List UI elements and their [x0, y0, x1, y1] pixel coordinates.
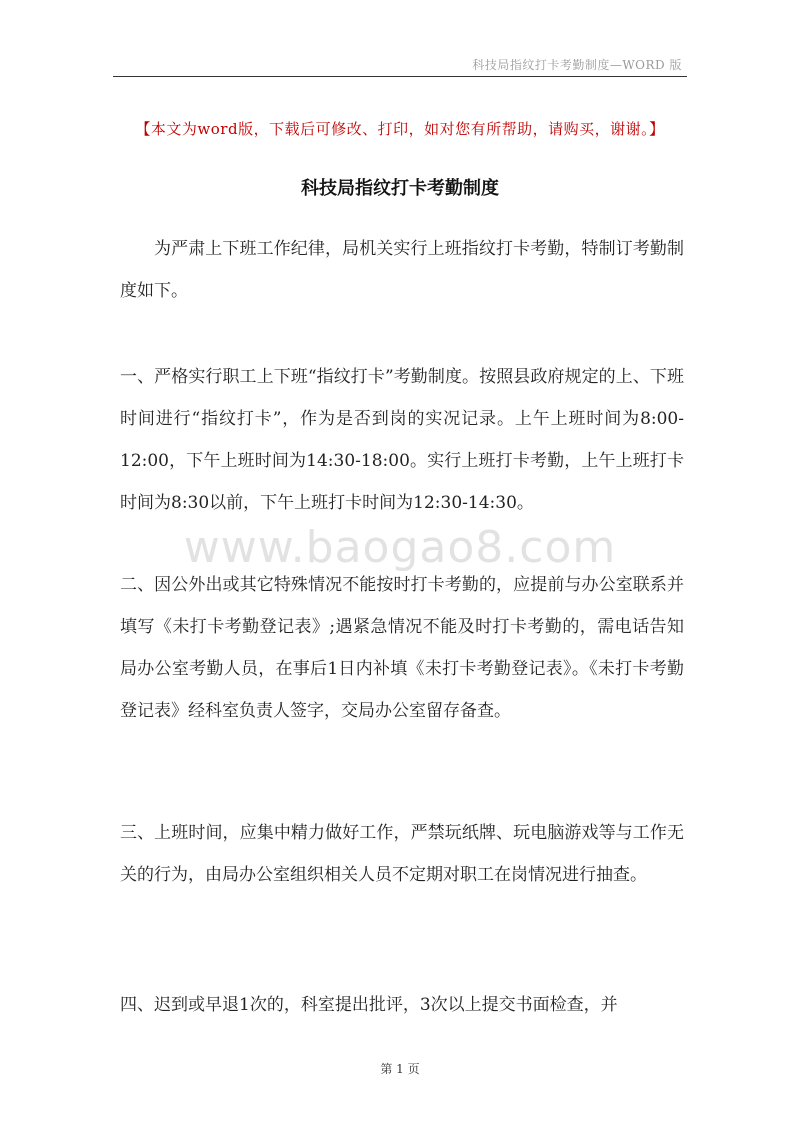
intro-paragraph: 为严肃上下班工作纪律，局机关实行上班指纹打卡考勤，特制订考勤制度如下。	[120, 239, 684, 301]
paragraph-3: 三、上班时间，应集中精力做好工作，严禁玩纸牌、玩电脑游戏等与工作无关的行为，由局办公室组织相关人员不定期对职工在岗情况进行抽查。	[120, 823, 684, 885]
paragraph-4: 四、迟到或早退1次的，科室提出批评，3次以上提交书面检查，并	[120, 995, 618, 1015]
watermark: www.baogao8.com	[183, 522, 617, 573]
header-rule	[113, 76, 687, 77]
paragraph-1: 一、严格实行职工上下班“指纹打卡”考勤制度。按照县政府规定的上、下班时间进行“指纹打卡”，作为是否到岗的实况记录。上午上班时间为8:00-12:00，下午上班时间为14:30-18:00。实行上班打卡考勤，上午上班打卡时间为8:30以前，下午上班打卡时间为12:30-14:30。	[120, 367, 684, 513]
document-title: 科技局指纹打卡考勤制度	[301, 178, 499, 199]
purchase-notice: 【本文为word版，下载后可修改、打印，如对您有所帮助，请购买，谢谢。】	[135, 120, 665, 138]
paragraph-2: 二、因公外出或其它特殊情况不能按时打卡考勤的，应提前与办公室联系并填写《未打卡考勤登记表》;遇紧急情况不能及时打卡考勤的，需电话告知局办公室考勤人员，在事后1日内补填《未打卡考勤登记表》。《未打卡考勤登记表》经科室负责人签字，交局办公室留存备查。	[120, 575, 684, 721]
running-header: 科技局指纹打卡考勤制度—WORD 版	[472, 58, 682, 72]
page-number: 第 1 页	[380, 1062, 420, 1076]
